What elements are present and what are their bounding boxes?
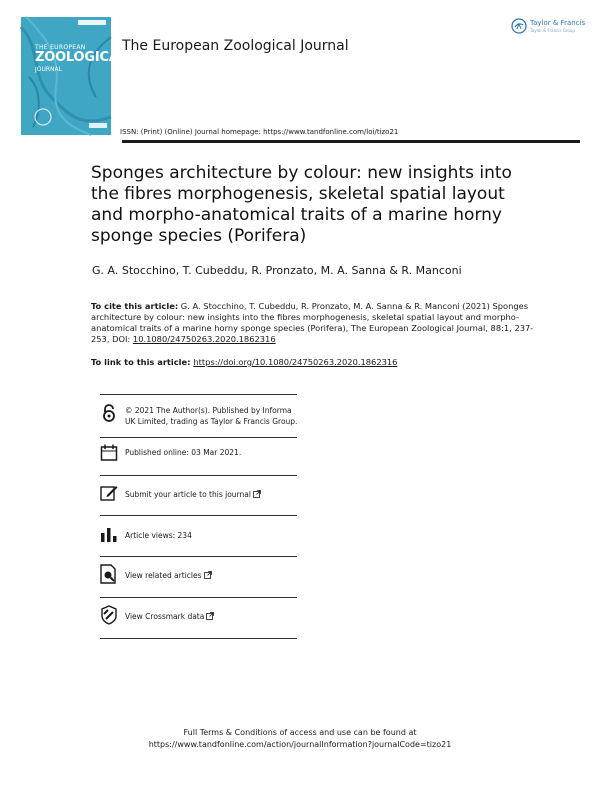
- open-access-item: [100, 403, 300, 437]
- publisher-logo-icon: [511, 18, 527, 34]
- article-link[interactable]: https://doi.org/10.1080/24750263.2020.1862316: [193, 357, 398, 367]
- published-date: Published online: 03 Mar 2021.: [125, 448, 242, 457]
- published-item: [100, 443, 300, 465]
- publisher-name: Taylor & Francis: [530, 19, 586, 27]
- edit-icon: [100, 483, 118, 503]
- open-access-text: © 2021 The Author(s). Published by Informa UK Limited, trading as Taylor & Francis Group.: [125, 406, 298, 426]
- submit-text-wrap: [125, 489, 300, 500]
- external-link-icon: [253, 490, 261, 498]
- cover-title-line2: ZOOLOGICAL: [35, 50, 127, 65]
- cover-publisher-mark: [89, 123, 107, 128]
- item-divider: [100, 515, 297, 516]
- article-link-label: To link to this article:: [91, 357, 194, 367]
- item-divider: [100, 638, 297, 639]
- submit-item[interactable]: [100, 483, 300, 505]
- item-divider: [100, 597, 297, 598]
- item-divider: [100, 475, 297, 476]
- footer: [0, 727, 600, 751]
- bar-chart-icon: [100, 524, 118, 544]
- external-link-icon: [206, 612, 214, 620]
- crossmark-icon: [100, 605, 118, 625]
- cover-badge: [78, 20, 106, 25]
- article-link-line: [91, 357, 397, 367]
- open-access-icon: [100, 403, 118, 423]
- related-link[interactable]: View related articles: [125, 571, 202, 580]
- cover-title-line3: JOURNAL: [35, 66, 62, 73]
- crossmark-text-wrap: [125, 611, 300, 622]
- footer-terms-link[interactable]: https://www.tandfonline.com/action/journalInformation?journalCode=tizo21: [148, 740, 452, 749]
- footer-terms-text: Full Terms & Conditions of access and use can be found at: [183, 728, 417, 737]
- external-link-icon: [204, 571, 212, 579]
- publisher-tagline: Taylor & Francis Group: [530, 28, 575, 33]
- journal-homepage-link[interactable]: https://www.tandfonline.com/loi/tizo21: [263, 128, 399, 136]
- submit-link[interactable]: Submit your article to this journal: [125, 490, 251, 499]
- crossmark-link[interactable]: View Crossmark data: [125, 612, 205, 621]
- item-divider: [100, 394, 297, 395]
- journal-cover: [21, 17, 127, 135]
- header-divider: [122, 140, 580, 143]
- cover-artwork: [21, 17, 111, 135]
- related-item[interactable]: [100, 564, 300, 586]
- related-text-wrap: [125, 570, 300, 581]
- item-divider: [100, 556, 297, 557]
- calendar-icon: [100, 443, 118, 463]
- publisher-logo[interactable]: [511, 17, 586, 35]
- journal-name: The European Zoological Journal: [122, 38, 349, 54]
- issn-label: ISSN: (Print) (Online) Journal homepage:: [120, 128, 264, 136]
- cover-title-line1: THE EUROPEAN: [35, 44, 86, 51]
- search-document-icon: [100, 564, 118, 584]
- crossmark-item[interactable]: [100, 605, 300, 627]
- article-title: Sponges architecture by colour: new insights into the fibres morphogenesis, skeletal spatial layout and morpho-anatomical traits of a marine horny sponge species (Porifera): [91, 163, 512, 246]
- citation-label: To cite this article:: [91, 301, 179, 311]
- issn-line: [120, 128, 398, 136]
- authors: G. A. Stocchino, T. Cubeddu, R. Pronzato, M. A. Sanna & R. Manconi: [92, 264, 462, 277]
- citation-text: G. A. Stocchino, T. Cubeddu, R. Pronzato, M. A. Sanna & R. Manconi (2021) Sponges architecture by colour: new insights into the fibres morphogenesis, skeletal spatial layout and morpho-anatomical traits of a marine horny sponge species (Porifera), The European Zoological Journal, 88:1, 237-253, DOI:: [91, 301, 534, 344]
- item-divider: [100, 437, 297, 438]
- article-views: Article views: 234: [125, 531, 192, 540]
- citation-block: [91, 301, 536, 345]
- doi-link[interactable]: 10.1080/24750263.2020.1862316: [132, 334, 276, 344]
- views-item: [100, 524, 300, 546]
